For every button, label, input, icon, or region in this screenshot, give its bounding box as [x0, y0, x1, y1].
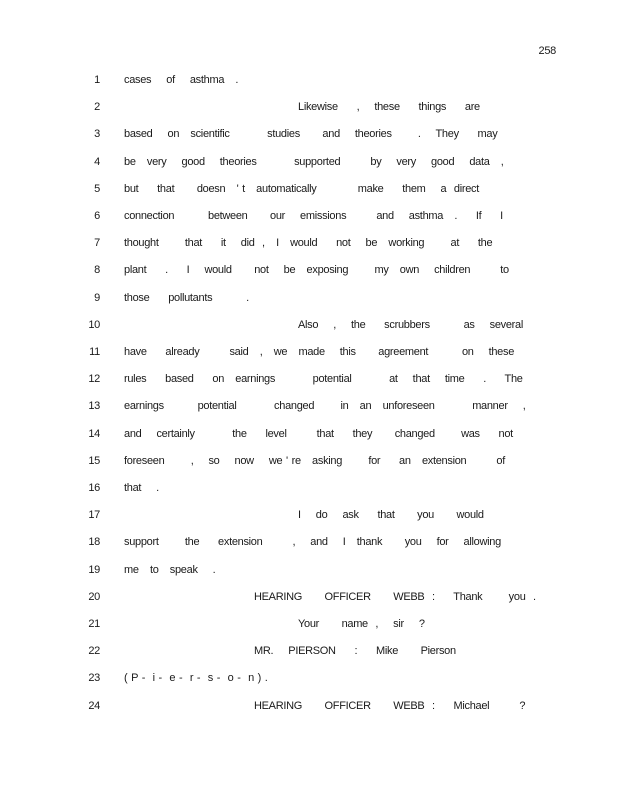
line-number: 14: [88, 427, 100, 440]
line-number: 3: [94, 128, 100, 141]
line-number: 10: [88, 318, 100, 331]
line-number: 7: [94, 237, 100, 250]
line-text: Likewise , these things are: [298, 101, 480, 114]
line-text: I do ask that you would: [298, 509, 484, 522]
line-number: 16: [88, 482, 100, 494]
line-text: thought that it did , I would not be working at the: [124, 237, 493, 250]
line-number: 15: [88, 454, 100, 467]
line-number: 18: [88, 536, 100, 549]
line-number: 24: [88, 699, 100, 712]
page-number: 258: [538, 45, 556, 57]
line-text: Also , the scrubbers as several: [298, 318, 523, 331]
line-text: those pollutants .: [124, 291, 249, 304]
line-number: 19: [88, 563, 100, 576]
line-number: 12: [88, 373, 100, 386]
line-number: 23: [88, 672, 100, 685]
line-text: me to speak .: [124, 563, 216, 576]
line-number: 21: [88, 618, 100, 630]
line-text: connection between our emissions and asthma . If I: [124, 210, 503, 222]
line-text: earnings potential changed in an unforeseen manner ,: [124, 400, 526, 413]
line-number: 11: [89, 346, 100, 358]
line-number: 5: [94, 182, 100, 195]
line-text: Your name , sir ?: [298, 618, 425, 630]
line-number: 4: [94, 155, 100, 168]
line-number: 22: [88, 645, 100, 658]
line-text: ( P - i - e - r - s - o - n ) .: [124, 672, 268, 685]
line-text: have already said , we made this agreement on these: [124, 346, 515, 358]
line-number: 20: [88, 590, 100, 603]
line-number: 1: [94, 74, 100, 86]
line-text: support the extension , and I thank you for allowing: [124, 536, 501, 549]
line-text: HEARING OFFICER WEBB : Michael ?: [254, 699, 526, 712]
line-number: 8: [94, 264, 100, 277]
line-text: but that doesn ' t automatically make them a direct: [124, 182, 479, 195]
line-text: MR. PIERSON : Mike Pierson: [254, 645, 456, 658]
line-text: cases of asthma .: [124, 74, 239, 86]
line-text: plant . I would not be exposing my own children to: [124, 264, 509, 277]
line-text: be very good theories supported by very good data ,: [124, 155, 504, 168]
line-text: and certainly the level that they changed was not: [124, 427, 513, 440]
line-text: foreseen , so now we ' re asking for an extension of: [124, 454, 505, 467]
line-number: 17: [88, 509, 100, 522]
line-number: 9: [94, 291, 100, 304]
line-number: 6: [94, 210, 100, 222]
line-text: rules based on earnings potential at that time . The: [124, 373, 523, 386]
line-number: 13: [88, 400, 100, 413]
line-text: based on scientific studies and theories . They may: [124, 128, 498, 141]
line-number: 2: [94, 101, 100, 114]
line-text: HEARING OFFICER WEBB : Thank you .: [254, 590, 536, 603]
line-text: that .: [124, 482, 159, 494]
